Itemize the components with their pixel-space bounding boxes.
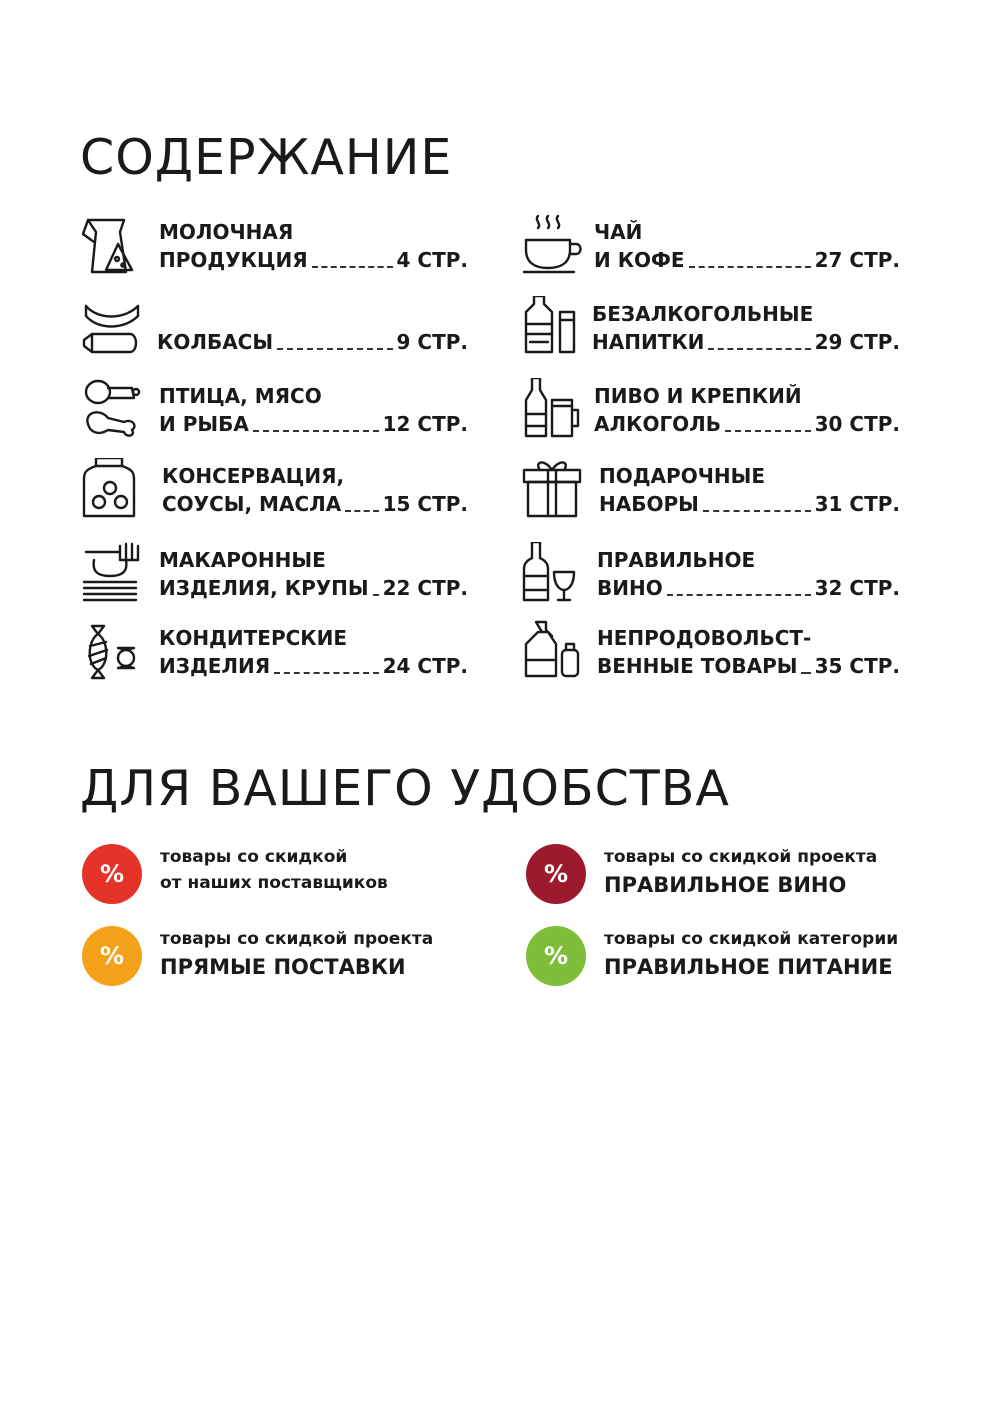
gift-box-icon: [522, 458, 584, 524]
toc-item-sausages[interactable]: [80, 296, 468, 368]
toc-label-line1: ПОДАРОЧНЫЕ: [599, 464, 765, 488]
toc-leader-dots: [274, 672, 378, 674]
toc-label-line1: КОНДИТЕРСКИЕ: [159, 626, 348, 650]
toc-label-line1: БЕЗАЛКОГОЛЬНЫЕ: [592, 302, 814, 326]
toc-leader-dots: [708, 348, 810, 350]
toc-label-line2: ВИНО: [597, 576, 663, 600]
toc-leader-dots: [667, 594, 811, 596]
toc-item-wine[interactable]: [522, 542, 900, 614]
toc-label-line2: НАБОРЫ: [599, 492, 699, 516]
discount-badge-red: %: [82, 844, 142, 904]
toc-page-number: 9 СТР.: [396, 330, 468, 354]
legend-direct-supply-discount: [82, 926, 482, 990]
soft-drinks-icon: [522, 296, 584, 362]
toc-item-confectionery[interactable]: [80, 620, 468, 692]
toc-page-number: 12 СТР.: [382, 412, 468, 436]
jar-icon: [80, 458, 142, 524]
toc-leader-dots: [312, 266, 393, 268]
toc-label-line1: ЧАЙ: [594, 220, 643, 244]
toc-label-line1: ПТИЦА, МЯСО: [159, 384, 322, 408]
legend-line1: товары со скидкой категории: [604, 929, 899, 949]
toc-label-line1: КОНСЕРВАЦИЯ,: [162, 464, 345, 488]
toc-page-number: 35 СТР.: [814, 654, 900, 678]
tea-cup-icon: [522, 214, 584, 280]
toc-item-pasta-grains[interactable]: [80, 542, 468, 614]
toc-label-line2: ИЗДЕЛИЯ: [159, 654, 271, 678]
toc-page-number: 27 СТР.: [814, 248, 900, 272]
convenience-title: ДЛЯ ВАШЕГО УДОБСТВА: [80, 760, 730, 817]
toc-page-number: 4 СТР.: [396, 248, 468, 272]
toc-label-line1: [157, 300, 468, 328]
toc-item-soft-drinks[interactable]: [522, 296, 900, 368]
toc-page-number: 32 СТР.: [814, 576, 900, 600]
discount-badge-burgundy: %: [526, 844, 586, 904]
toc-label-line2: ВЕННЫЕ ТОВАРЫ: [597, 654, 798, 678]
legend-line1: товары со скидкой проекта: [160, 929, 434, 949]
pasta-fork-icon: [80, 542, 142, 608]
toc-leader-dots: [345, 510, 378, 512]
legend-line2: ПРАВИЛЬНОЕ ПИТАНИЕ: [604, 955, 893, 979]
toc-label-line1: МОЛОЧНАЯ: [159, 220, 294, 244]
toc-item-dairy[interactable]: [80, 214, 468, 286]
toc-label-line2: ПРОДУКЦИЯ: [159, 248, 308, 272]
discount-badge-orange: %: [82, 926, 142, 986]
legend-supplier-discount: [82, 844, 482, 908]
toc-label-line2: КОЛБАСЫ: [157, 330, 274, 354]
toc-label-line1: МАКАРОННЫЕ: [159, 548, 326, 572]
toc-leader-dots: [277, 348, 392, 350]
toc-label-line1: ПИВО И КРЕПКИЙ: [594, 384, 802, 408]
beer-icon: [522, 378, 584, 444]
toc-item-gift-sets[interactable]: [522, 458, 900, 530]
toc-leader-dots: [689, 266, 811, 268]
legend-line2: от наших поставщиков: [160, 873, 388, 893]
toc-item-canned-sauces-oils[interactable]: [80, 458, 468, 530]
toc-label-line2: СОУСЫ, МАСЛА: [162, 492, 342, 516]
toc-leader-dots: [703, 510, 811, 512]
toc-label-line1: НЕПРОДОВОЛЬСТ-: [597, 626, 812, 650]
discount-badge-green: %: [526, 926, 586, 986]
legend-line1: товары со скидкой проекта: [604, 847, 878, 867]
toc-label-line2: И КОФЕ: [594, 248, 685, 272]
toc-label-line1: ПРАВИЛЬНОЕ: [597, 548, 756, 572]
milk-jug-icon: [80, 214, 142, 280]
toc-leader-dots: [253, 430, 379, 432]
toc-item-tea-coffee[interactable]: [522, 214, 900, 286]
meat-poultry-icon: [80, 378, 142, 444]
toc-label-line2: ИЗДЕЛИЯ, КРУПЫ: [159, 576, 369, 600]
toc-leader-dots: [373, 594, 379, 596]
legend-line2: ПРАВИЛЬНОЕ ВИНО: [604, 873, 847, 897]
legend-line1: товары со скидкой: [160, 847, 348, 867]
toc-page-number: 22 СТР.: [382, 576, 468, 600]
toc-leader-dots: [725, 430, 811, 432]
legend-wine-discount: [526, 844, 926, 908]
legend-healthy-food-discount: [526, 926, 926, 990]
contents-title: СОДЕРЖАНИЕ: [80, 129, 453, 186]
toc-label-line2: АЛКОГОЛЬ: [594, 412, 722, 436]
toc-page-number: 15 СТР.: [382, 492, 468, 516]
toc-item-beer-spirits[interactable]: [522, 378, 900, 450]
toc-item-non-food[interactable]: [522, 620, 900, 692]
toc-page-number: 30 СТР.: [814, 412, 900, 436]
toc-page-number: 24 СТР.: [382, 654, 468, 678]
toc-item-poultry-meat-fish[interactable]: [80, 378, 468, 450]
sausage-icon: [80, 296, 142, 362]
wine-icon: [522, 542, 584, 608]
toc-page-number: 31 СТР.: [814, 492, 900, 516]
toc-label-line2: НАПИТКИ: [592, 330, 705, 354]
legend-line2: ПРЯМЫЕ ПОСТАВКИ: [160, 955, 406, 979]
toc-page-number: 29 СТР.: [814, 330, 900, 354]
toc-leader-dots: [801, 672, 810, 674]
toc-label-line2: И РЫБА: [159, 412, 249, 436]
household-goods-icon: [522, 620, 584, 686]
candy-icon: [80, 620, 142, 686]
